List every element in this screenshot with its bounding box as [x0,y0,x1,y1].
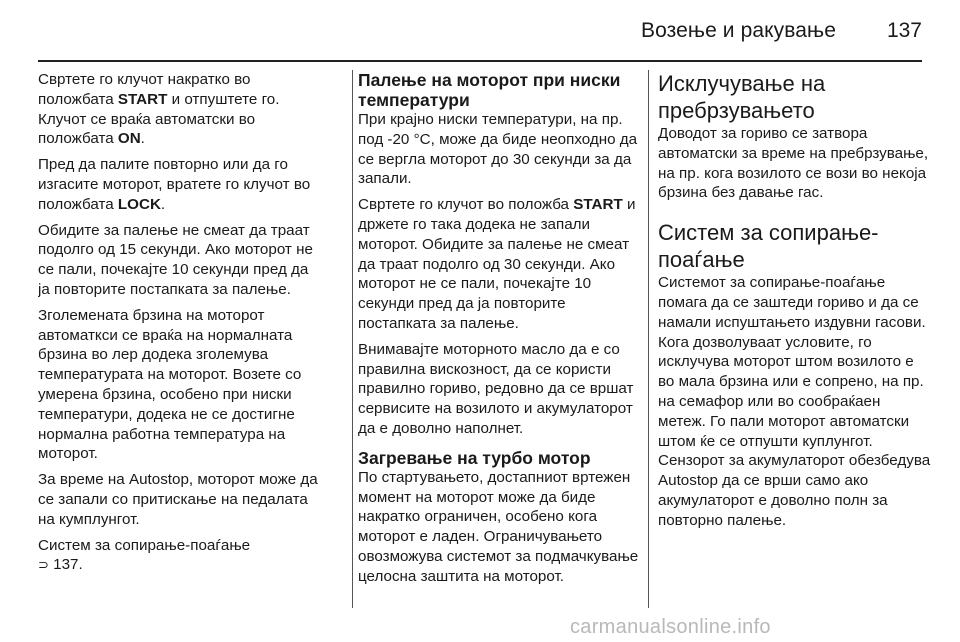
paragraph-fuel-cutoff: Доводот за гориво се затвора автоматски за време на пребрзување, на пр. кога возилото се вози во некоја брзина без давање гас. [658,125,929,202]
start-term: START [573,196,623,214]
reference-text: Систем за сопирање-поаѓање [38,536,251,554]
on-term: ON [117,130,141,148]
column-2 [352,70,641,608]
paragraph-oil: Внимавајте моторното масло да е со правилна вискозност, да се користи правилно гориво, редовно да се вршат сервисите на возилото и акумулаторот да е доволно наполнет. [358,340,634,437]
start-term: START [117,90,168,108]
heading-stop-start: Систем за сопирање-поаѓање [658,220,879,273]
text: . [140,130,145,148]
paragraph-cross-reference [38,536,322,577]
paragraph-turbo: По стартувањето, достапниот вртежен момент на моторот може да биде накратко ограничен, особено кога моторот е ладен. Ограничувањето овозможува системот за подмачкување целосна заштита на моторот. [358,468,639,585]
header-title: Возење и ракување [641,19,836,42]
text: Свртете го клучот накратко во положбата [38,71,251,108]
header-rule [38,60,922,62]
text: и држете го така додека не запали моторот. Обидите за палење не смеат да траат подолго од 30 секунди. Ако моторот не се пали, почекајте 10 секунди пред да ја повторите постапката за палење. [358,196,636,332]
watermark: carmanualsonline.info [570,616,771,638]
text: . [160,195,166,213]
paragraph-lock-key [38,155,322,214]
text: Свртете го клучот во положба [358,196,574,214]
paragraph-low-temp: При крајно ниски температури, на пр. под -20 °C, може да биде неопходно да се вергла моторот до 30 секунди за да запали. [358,111,638,188]
reference-page[interactable]: 137. [48,556,83,574]
paragraph-attempts: Обидите за палење не смеат да траат подолго од 15 секунди. Ако моторот не се пали, почекајте 10 секунди пред да ја повторите постапката за палење. [38,221,313,298]
paragraph-engine-speed: Зголемената брзина на моторот автоматкси се враќа на нормалната брзина во лер додека зголемува температурата на моторот. Возете со умерена брзина, особено при ниски температури, додека не се достигне нормална работна температура на моторот. [38,306,302,463]
reference-arrow-icon: ⊃ [38,558,49,574]
column-3 [648,70,932,608]
paragraph-autostop: За време на Autostop, моторот може да се запали со притискање на педалата на кумплунгот. [38,471,318,528]
text: и отпуштете го. Клучот се враќа автоматски во положбата [38,90,280,148]
paragraph-start-key [38,70,322,149]
column-1 [38,70,322,608]
lock-term: LOCK [117,195,161,213]
page-number: 137 [886,19,922,42]
paragraph-stop-start: Системот за сопирање-поаѓање помага да се заштеди гориво и да се намали испуштањето издувни гасови. Кога дозволуваат условите, го исклучува моторот штом возилото е во мала брзина или е сопрено, на пр. на семафор или во сообраќаен метеж. Го пали моторот автоматски штом ќе се отпушти куплунгот. Сензорот за акумулаторот обезбедува Autostop да се врши само ако акумулаторот е доволно полн за повторно палење. [658,274,931,529]
heading-turbo-warmup: Загревање на турбо мотор [358,447,591,468]
heading-overrun-cutoff: Исклучување на пребрзувањето [658,71,826,123]
heading-cold-start: Палење на моторот при ниски температури [358,70,621,110]
text: Пред да палите повторно или да го изгасите моторот, вратете го клучот во положбата [38,156,311,213]
paragraph-hold-start [358,195,641,334]
